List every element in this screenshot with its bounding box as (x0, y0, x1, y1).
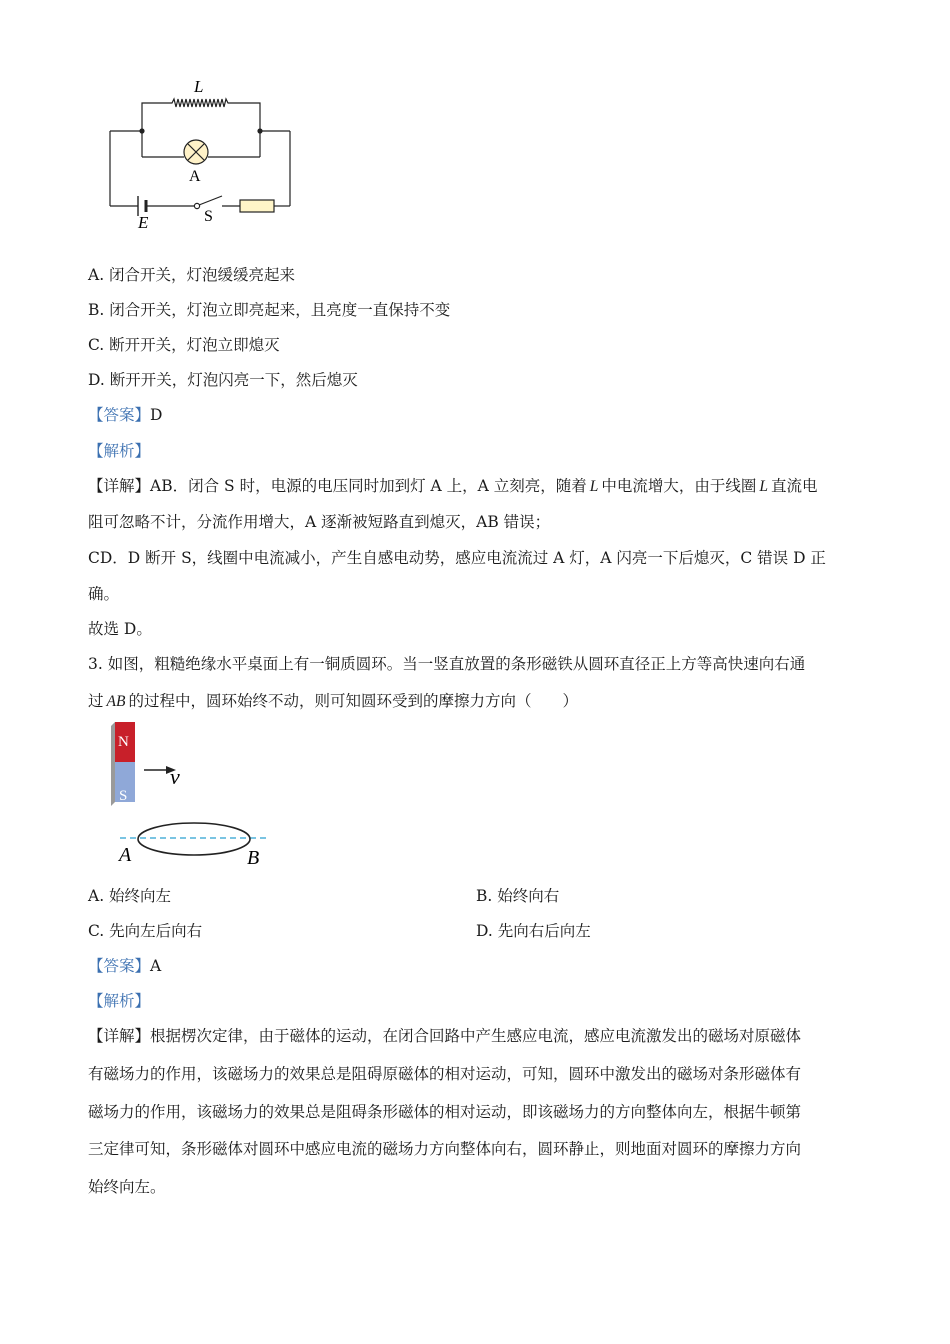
q2-option-a: A. 闭合开关，灯泡缓缓亮起来 (88, 266, 296, 284)
battery-label: E (138, 213, 149, 232)
velocity-label: v (170, 764, 180, 789)
circuit-diagram (100, 72, 300, 232)
stem-text: 的过程中，圆环始终不动，则可知圆环受到的摩擦力方向（ ） (128, 692, 578, 710)
q2-option-b: B. 闭合开关，灯泡立即亮起来，且亮度一直保持不变 (88, 301, 451, 319)
detail-text: 直流电 (771, 477, 818, 495)
detail-text: 根据楞次定律，由于磁体的运动，在闭合回路中产生感应电流，感应电流激发出的磁场对原磁体 (150, 1027, 802, 1045)
north-label: N (118, 734, 129, 750)
answer-value: D (150, 406, 163, 424)
detail-text: AB．闭合 S 时，电源的电压同时加到灯 A 上，A 立刻亮，随着 (150, 477, 587, 495)
bar-magnet (111, 722, 135, 806)
q3-detail-line-2: 有磁场力的作用，该磁场力的效果总是阻碍原磁体的相对运动，可知，圆环中激发出的磁场对条形磁体有 (88, 1065, 802, 1083)
q3-detail-line-5: 始终向左。 (88, 1178, 166, 1196)
switch-icon (194, 196, 222, 209)
resistor-icon (240, 200, 274, 212)
var-l: L (589, 478, 599, 495)
lamp-label: A (189, 168, 201, 185)
q3-option-c: C. 先向左后向右 (88, 922, 203, 940)
detail-tag: 【详解】 (88, 1027, 151, 1045)
q3-option-b: B. 始终向右 (476, 887, 560, 905)
lamp-icon (184, 140, 208, 164)
answer-tag: 【答案】 (88, 406, 151, 424)
q2-conclusion: 故选 D。 (88, 620, 152, 638)
q3-answer (88, 956, 161, 976)
q2-detail-line-2: 阻可忽略不计，分流作用增大，A 逐渐被短路直到熄灭，AB 错误； (88, 513, 551, 531)
q2-detail-line-3: CD．D 断开 S，线圈中电流减小，产生自感电动势，感应电流流过 A 灯，A 闪亮一下后熄灭，C 错误 D 正 (88, 549, 826, 567)
q3-detail-line-3: 磁场力的作用，该磁场力的效果总是阻碍条形磁体的相对运动，即该磁场力的方向整体向左，根据牛顿第 (88, 1103, 802, 1121)
q3-analysis-tag: 【解析】 (88, 992, 151, 1010)
point-b-label: B (247, 847, 260, 869)
detail-text: 中电流增大，由于线圈 (601, 477, 757, 495)
q2-analysis-tag: 【解析】 (88, 442, 151, 460)
q2-answer (88, 405, 162, 425)
q3-detail-line-1 (88, 1026, 801, 1046)
q2-option-d: D. 断开开关，灯泡闪亮一下，然后熄灭 (88, 371, 358, 389)
magnet-ring-diagram (104, 722, 284, 872)
copper-ring (138, 823, 250, 855)
q2-option-c: C. 断开开关，灯泡立即熄灭 (88, 336, 280, 354)
q2-detail-line-4: 确。 (88, 585, 120, 603)
detail-tag: 【详解】 (88, 477, 151, 495)
q2-detail-line-1 (88, 476, 818, 497)
inductor-coil (142, 99, 260, 131)
answer-value: A (150, 957, 162, 975)
answer-tag: 【答案】 (88, 957, 151, 975)
point-a-label: A (119, 844, 132, 866)
q3-detail-line-4: 三定律可知，条形磁体对圆环中感应电流的磁场力方向整体向右，圆环静止，则地面对圆环的摩擦力方向 (88, 1140, 802, 1158)
inductor-label: L (194, 77, 204, 96)
q3-stem-line-1: 3. 如图，粗糙绝缘水平桌面上有一铜质圆环。当一竖直放置的条形磁铁从圆环直径正上方等高快速向右通 (88, 655, 806, 673)
var-ab: AB (106, 693, 126, 710)
stem-text: 过 (88, 692, 104, 710)
q3-stem-line-2 (88, 691, 578, 712)
q3-option-a: A. 始终向左 (88, 887, 172, 905)
var-l: L (759, 478, 769, 495)
switch-label: S (204, 208, 213, 225)
south-label: S (119, 788, 128, 804)
q3-option-d: D. 先向右后向左 (476, 922, 591, 940)
